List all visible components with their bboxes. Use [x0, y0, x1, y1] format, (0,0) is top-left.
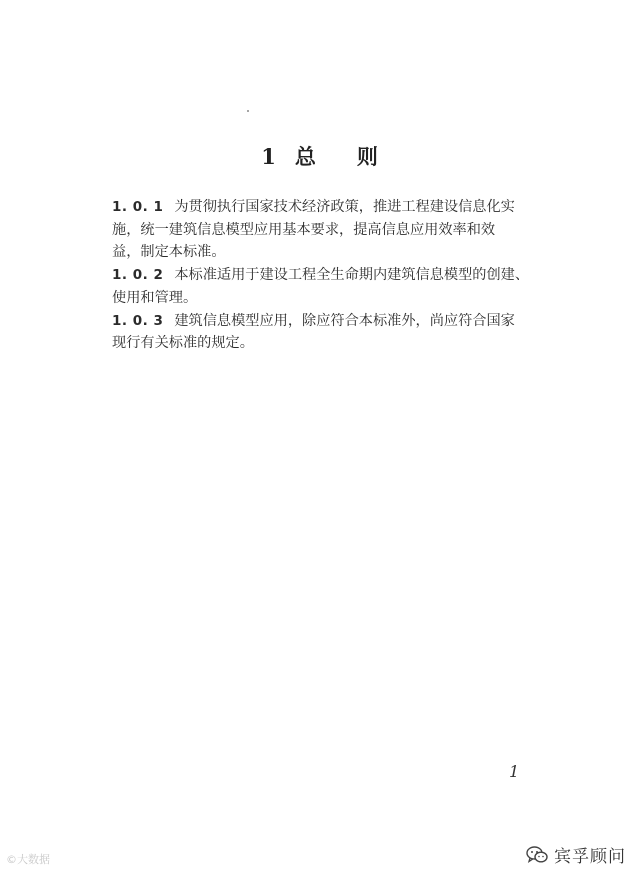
clause-number: 1. 0. 1 — [112, 199, 164, 215]
clause-list — [112, 196, 544, 355]
chapter-title-char-1: 总 — [294, 144, 317, 169]
clause-text-line: 益，制定本标准。 — [112, 244, 226, 261]
clause-text-line: 施，统一建筑信息模型应用基本要求，提高信息应用效率和效 — [112, 221, 496, 238]
clause-1-0-3 — [112, 310, 544, 355]
clause-text-line: 为贯彻执行国家技术经济政策，推进工程建设信息化实 — [174, 199, 515, 215]
clause-text-line: 建筑信息模型应用，除应符合本标准外，尚应符合国家 — [174, 312, 515, 329]
clause-number: 1. 0. 2 — [112, 267, 164, 284]
clause-text-line: 现行有关标准的规定。 — [112, 335, 254, 352]
watermark-right-label: 宾孚顾问 — [554, 847, 626, 867]
clause-1-0-2 — [112, 264, 544, 309]
clause-text-line: 使用和管理。 — [112, 289, 198, 306]
scan-speck — [247, 110, 249, 112]
watermark-right — [526, 842, 626, 867]
chapter-title — [0, 141, 640, 171]
watermark-left: ©大数据 — [6, 853, 50, 866]
page-number: 1 — [509, 762, 520, 781]
clause-text-line: 本标准适用于建设工程全生命期内建筑信息模型的创建、 — [174, 267, 530, 284]
chapter-title-char-2: 则 — [356, 144, 379, 169]
clause-1-0-1 — [112, 196, 544, 264]
clause-number: 1. 0. 3 — [112, 312, 164, 329]
chapter-number: 1 — [261, 144, 277, 169]
wechat-icon — [526, 846, 548, 864]
